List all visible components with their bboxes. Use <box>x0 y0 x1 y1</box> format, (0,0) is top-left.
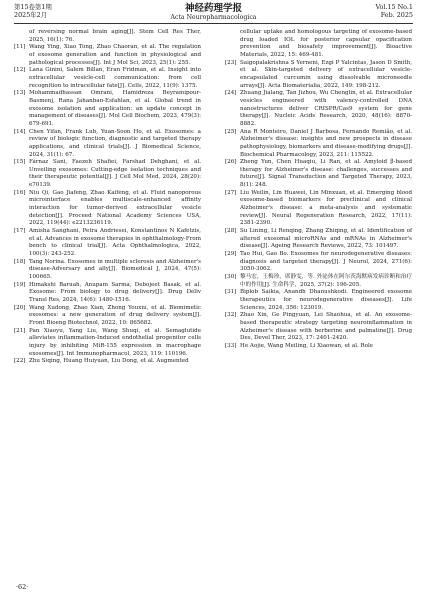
reference-number: [11] <box>14 44 26 51</box>
reference-number: [32] <box>225 312 237 319</box>
reference-text: Farnaz Sani, Faezeh Shafiei, Farshad Dehghani, et al. Unveiling exosomes: Cutting-edge isolation techniques and their therapeutic potential[J]. J Cell Mol Med, 2024, 28(20): e70139. <box>29 159 201 189</box>
reference-item <box>225 312 412 343</box>
reference-text: Ana R Monteiro, Daniel J Barbosa, Fernando Remião, et al. Alzheimer's disease: insights and new prospects in disease pathophysiology, biomarkers and disease-modifying drugs[J]. Biochemical Pharmacology, 2023, 211: 115522. <box>240 128 412 158</box>
reference-item <box>14 305 201 328</box>
header-rule <box>14 23 413 24</box>
reference-item <box>225 60 412 91</box>
reference-number: [31] <box>225 289 237 296</box>
reference-item <box>14 358 201 366</box>
reference-item <box>225 159 412 190</box>
header-right <box>375 3 413 20</box>
reference-column-right <box>225 29 412 351</box>
reference-number: [26] <box>225 159 237 166</box>
reference-item <box>14 44 201 67</box>
reference-text: Mohammadhassan Omrani, Hamidreza Beyramipour-Basmenj, Rana Jahanban-Esfahlan, et al. Global trend in exosome isolation and application: an update concept in management of diseases[J]. Mol Cell Biochem, 2023, 479(3): 679-691. <box>29 90 201 127</box>
reference-item <box>14 228 201 259</box>
reference-column-left <box>14 29 201 366</box>
journal-title-en: Acta Neuropharmacologica <box>170 14 257 21</box>
reference-item <box>14 259 201 282</box>
reference-number: [33] <box>225 342 237 349</box>
reference-item <box>225 90 412 128</box>
reference-text: Su Lining, Li Renqing, Zhang Zhiqing, et al. Identification of altered exosomal microRNAs and mRNAs in Alzheimer's disease[J]. Ageing Research Reviews, 2022, 73: 101497. <box>240 228 412 250</box>
reference-item <box>14 328 201 359</box>
reference-text: Zheng Yun, Chen Huaqiu, Li Ran, et al. Amyloid β-based therapy for Alzheimer's disease: challenges, successes and future[J]. Signal Transduction and Targeted Therapy, 2023, 8(1): 248. <box>240 159 412 189</box>
reference-number: [20] <box>14 304 26 311</box>
reference-item <box>14 190 201 228</box>
reference-number: [22] <box>14 358 26 365</box>
reference-number: [25] <box>225 128 237 135</box>
reference-number: [27] <box>225 189 237 196</box>
reference-number: [14] <box>14 128 26 135</box>
reference-number: [21] <box>14 327 26 334</box>
reference-text: Biplob Saikia, Anandh Dhanushkodi. Engineered exosome therapeutics for neurodegenerative diseases[J]. Life Sciences, 2024, 356: 123019. <box>240 289 412 311</box>
reference-item <box>14 67 201 90</box>
issue-en: Vol.15 No.1 <box>375 3 413 11</box>
reference-text: Chen Yifan, Frank Lub, Yuan-Soon Ho, et al. Exosomes: a review of biologic function, diagnostic and targeted therapy applications, and clinical trials[J]. J Biomedical Science, 2024, 31(1): 67. <box>29 128 201 158</box>
reference-text: Zhuang Jialang, Tan Jizhou, Wu Chenglin, et al. Extracellular vesicles engineered with valency-controlled DNA nanostructures deliver CRISPR/Cas9 system for gene therapy[J]. Nucleic Acids Research, 2020, 48(16): 8870-8882. <box>240 90 412 127</box>
reference-item <box>225 343 412 351</box>
reference-text: Lana Ginini, Salem Billan, Eran Fridman, et al. Insight into extracellular vesicle-cell communication: from cell recognition to intracellular fate[J]. Cells, 2022, 11(9): 1375. <box>29 67 201 89</box>
reference-item <box>14 29 201 44</box>
reference-text: He Aojie, Wang Meiling, Li Xiaowan, et al. Role <box>240 342 374 349</box>
reference-item <box>225 289 412 312</box>
reference-text: Niu Qi, Gao Jiafeng, Zhao Kaifeng, et al. Fluid nanoporous microinterface enables multiscale-enhanced affinity interaction for tumor-derived extracellular vesicle detection[J]. Proceed National Academy Sciences USA, 2022, 119(44): e2213236119. <box>29 189 201 227</box>
reference-number: [15] <box>14 159 26 166</box>
reference-item <box>225 274 412 289</box>
reference-number: [16] <box>14 189 26 196</box>
reference-item <box>14 129 201 160</box>
reference-text: Saigopalakrishna S Yerneni, Ezgi P Yalcintas, Jason D Smith, et al. Skin-targeted delivery of extracellular vesicle-encapsulated curcumin using dissolvable microneedle arrays[J]. Acta Biomaterialia, 2022, 149: 198-212. <box>240 59 412 89</box>
reference-item <box>14 90 201 128</box>
reference-item <box>225 228 412 251</box>
reference-text: Wang Ying, Xiao Tong, Zhao Chaoran, et al. The regulation of exosome generation and function in physiological and pathological processes[J]. Int J Mol Sci, 2023, 25(1): 255. <box>29 44 201 66</box>
reference-text: Zhu Siqing, Huang Huiyuan, Liu Dong, et al. Augmented <box>29 358 189 365</box>
date-cn: 2025年2月 <box>14 11 48 20</box>
date-en: Feb. 2025 <box>380 11 413 20</box>
reference-text: Tang Norina. Exosomes in multiple sclerosis and Alzheimer's disease-Adversary and ally[J]. Biomedical J, 2024, 47(5): 100665. <box>29 258 201 280</box>
reference-number: [24] <box>225 90 237 97</box>
reference-number: [29] <box>225 251 237 258</box>
reference-number: [30] <box>225 274 237 280</box>
reference-number: [18] <box>14 258 26 265</box>
reference-item <box>14 159 201 190</box>
reference-text: Tao Hui, Gao Bo. Exosomes for neurodegenerative diseases: diagnosis and targeted therapy[J]. J Neurol, 2024, 271(6): 3050-3062. <box>240 251 412 273</box>
journal-title-cn: 神经药理学报 <box>184 3 242 14</box>
header-center <box>14 3 413 22</box>
reference-item <box>225 29 412 60</box>
reference-item <box>14 282 201 305</box>
reference-text: Himakshi Baruah, Anupam Sarma, Debojeet Basak, et al. Exosome: From biology to drug delivery[J]. Drug Deliv Transl Res, 2024, 14(6): 1480-1516. <box>29 281 201 303</box>
reference-number: [23] <box>225 59 237 66</box>
reference-number: [28] <box>225 228 237 235</box>
reference-text: Liu Weilin, Lin Huawei, Lin Minxuan, et al. Emerging blood exosome-based biomarkers for preclinical and clinical Alzheimer's disease: a meta-analysis and systematic review[J]. Neural Regeneration Research, 2022, 17(11): 2381-2390. <box>240 189 412 227</box>
reference-number: [17] <box>14 228 26 235</box>
issue-cn: 第15卷第1期 <box>14 3 52 11</box>
reference-number: [12] <box>14 67 26 74</box>
reference-item <box>225 129 412 160</box>
reference-text: Wang Xudong, Zhao Xian, Zhong Youxiu, et al. Biomimetic exosomes: a new generation of drug delivery system[J]. Front Bioeng Biotechnol, 2022, 10: 865682. <box>29 304 201 326</box>
reference-text: Amisha Sanghani, Petra Andriesei, Konstantinos N Kafetzis, et al. Advances in exosome therapies in ophthalmology-From bench to clinical trial[J]. Acta Ophthalmologica, 2022, 100(3): 243-252. <box>29 228 201 258</box>
page-number: ·62· <box>16 583 29 591</box>
reference-number: [13] <box>14 90 26 97</box>
reference-item <box>225 190 412 228</box>
reference-text: Pan Xiaoyu, Yang Liu, Wang Shuqi, et al. Semaglutide alleviates inflammation-Induced endothelial progenitor cells injury by inhibiting MiR-155 expression in macrophage exosomes[J]. Int Immunopharmacol, 2023, 119: 110196. <box>29 327 201 357</box>
reference-text: of reversing normal brain aging[J]. Stem Cell Res Ther, 2025, 16(1): 76. <box>29 29 201 43</box>
reference-text: cellular uptake and homologous targeting of exosome-based drug loaded IOL for posterior capsular opacification prevention and biosafety improvement[J]. Bioactive Materials, 2022, 15: 469-481. <box>240 29 412 58</box>
reference-text: 黎马宏，王梅珍，席静雯，等. 外泌体在阿尔茨海默病发病诊断和治疗中的作用[J]. 生命科学，2025, 37(2): 196-205. <box>240 274 412 288</box>
reference-number: [19] <box>14 281 26 288</box>
reference-text: Zhao Xin, Ge Pingyuan, Lei Shaohua, et al. An exosome-based therapeutic strategy targeting neuroinflammation in Alzheimer's disease with berberine and palmatine[J]. Drug Des, Devel Ther, 2023, 17: 2401-2420. <box>240 312 412 342</box>
reference-item <box>225 251 412 274</box>
